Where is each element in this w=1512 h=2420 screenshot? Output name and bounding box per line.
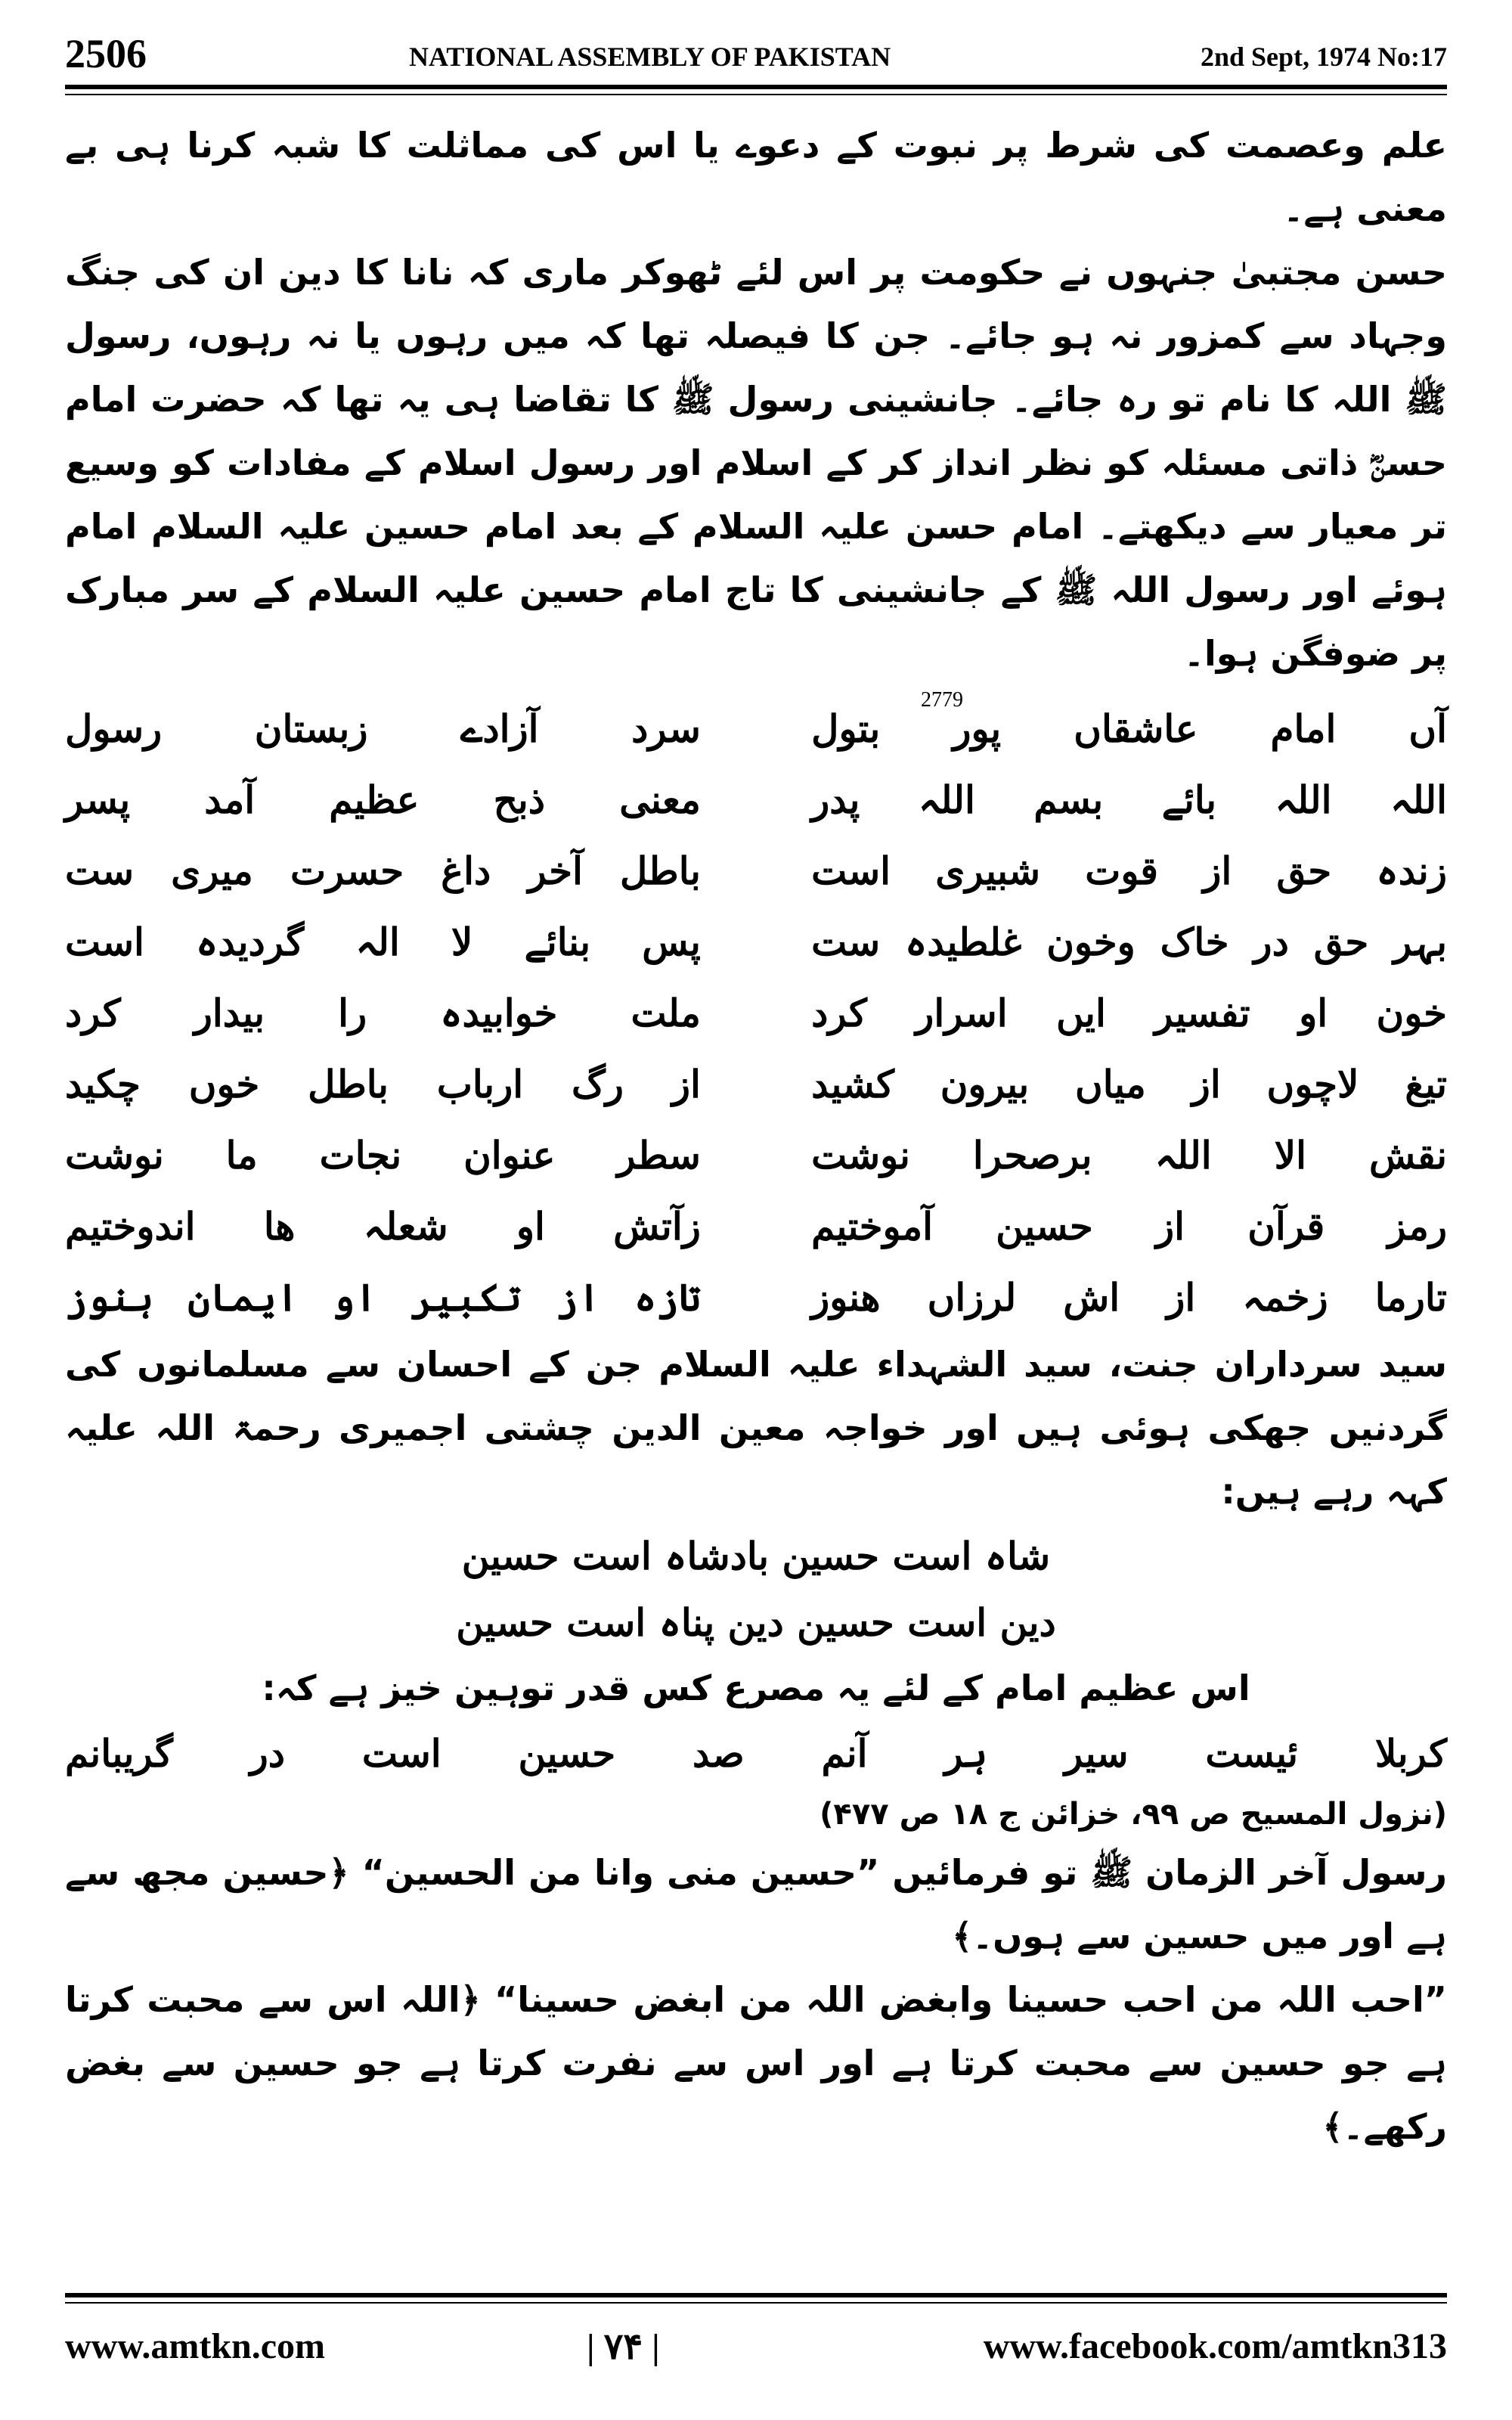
verse-row <box>65 1119 1447 1190</box>
page-header <box>65 30 1447 83</box>
website-link[interactable]: www.amtkn.com <box>65 2326 325 2366</box>
verse-first-hemistich: آں امام عاشقاں پور بتول <box>811 706 1447 751</box>
hadith-block <box>65 1841 1447 2158</box>
verse-first-hemistich: تیغ لاچوں از میاں بیرون کشید <box>811 1061 1447 1106</box>
footer-rule-thin <box>65 2302 1447 2304</box>
verse-second-hemistich: سطر عنوان نجات ما نوشت <box>65 1132 701 1177</box>
document-title: NATIONAL ASSEMBLY OF PAKISTAN <box>409 42 891 72</box>
page-footer <box>65 2325 1447 2386</box>
verse-second-hemistich: ملت خوابیدہ را بیدار کرد <box>65 990 701 1035</box>
verse-second-hemistich: معنی ذبح عظیم آمد پسر <box>65 777 701 822</box>
verse-first-hemistich: بہر حق در خاک وخون غلطیدہ ست <box>811 919 1447 964</box>
couplet <box>65 1523 1447 1656</box>
header-rule <box>65 85 1447 89</box>
hadith: ”احب اللہ من احب حسینا وابغض اللہ من ابغض حسینا“ ﴿اللہ اس سے محبت کرتا ہے جو حسین سے محبت کرتا ہے اور اس سے نفرت کرتا ہے جو حسین سے بغض رکھے۔﴾ <box>65 1979 1447 2147</box>
paragraph: علم وعصمت کی شرط پر نبوت کے دعوے یا اس کی مماثلت کا شبہ کرنا ہی بے معنی ہے۔ <box>65 125 1447 229</box>
verse-row <box>65 835 1447 906</box>
verse-row <box>65 1190 1447 1261</box>
paragraph: حسن مجتبیٰ جنہوں نے حکومت پر اس لئے ٹھوکر ماری کہ نانا کا دین ان کی جنگ وجہاد سے کمزور نہ ہو جائے۔ جن کا فیصلہ تھا کہ میں رہوں یا نہ رہوں، رسول ﷺ اللہ کا نام تو رہ جائے۔ جانشینی رسول ﷺ کا تقاضا ہی یہ تھا کہ حضرت امام حسنؓ ذاتی مسئلہ کو نظر انداز کر کے اسلام اور رسول اسلام کے مفادات کو وسیع تر معیار سے دیکھتے۔ امام حسن علیہ السلام کے بعد امام حسین علیہ السلام امام ہوئے اور رسول اللہ ﷺ کے جانشینی کا تاج امام حسین علیہ السلام کے سر مبارک پر ضوفگن ہوا۔ <box>65 252 1447 674</box>
prose-block <box>65 1333 1447 1523</box>
verse-second-hemistich: باطل آخر داغ حسرت میری ست <box>65 848 701 893</box>
verse-row <box>65 764 1447 835</box>
citation: (نزول المسیح ص ۹۹، خزائن ج ۱۸ ص ۴۷۷) <box>820 1797 1447 1832</box>
hadith: رسول آخر الزمان ﷺ تو فرمائیں ”حسین منی وانا من الحسین“ ﴿حسین مجھ سے ہے اور میں حسین سے ہوں۔﴾ <box>65 1852 1447 1956</box>
verse-second-hemistich: تازہ از تکبیر او ایمان ہنوز <box>65 1274 701 1320</box>
verse-second-hemistich: زآتش او شعلہ ھا اندوختیم <box>65 1203 701 1249</box>
verse-row <box>65 1048 1447 1119</box>
footer-rule <box>65 2293 1447 2297</box>
verse-first-hemistich: اللہ اللہ بائے بسم اللہ پدر <box>811 777 1447 822</box>
verse-first-hemistich: خون او تفسیر ایں اسرار کرد <box>811 990 1447 1035</box>
footnote-marker: 2779 <box>921 688 963 712</box>
verse-row <box>65 1261 1447 1333</box>
persian-verses <box>65 688 1447 1333</box>
page-number: 2506 <box>65 31 147 76</box>
verse-row <box>65 906 1447 977</box>
couplet-line: دین است حسین دین پناہ است حسین <box>456 1600 1056 1645</box>
quoted-verse: کربلا ئیست سیر ہر آنم صد حسین است در گریبانم <box>65 1731 1447 1776</box>
footer-page-number: | ۷۴ | <box>587 2327 660 2367</box>
couplet-line: شاہ است حسین بادشاہ است حسین <box>461 1534 1051 1578</box>
verse-first-hemistich: رمز قرآن از حسین آموختیم <box>811 1203 1447 1249</box>
prose-block <box>65 113 1447 685</box>
verse-second-hemistich: از رگ ارباب باطل خوں چکید <box>65 1061 701 1106</box>
verse-second-hemistich: سرد آزادے زبستان رسول <box>65 706 701 751</box>
page-content <box>65 113 1447 2158</box>
verse-row <box>65 693 1447 764</box>
verse-first-hemistich: زندہ حق از قوت شبیری است <box>811 848 1447 893</box>
verse-first-hemistich: تارما زخمہ از اش لرزاں ھنوز <box>811 1274 1447 1320</box>
verse-second-hemistich: پس بنائے لا الہ گردیدہ است <box>65 919 701 964</box>
verse-first-hemistich: نقش الا اللہ برصحرا نوشت <box>811 1132 1447 1177</box>
verse-row <box>65 977 1447 1048</box>
session-date: 2nd Sept, 1974 No:17 <box>1200 42 1447 72</box>
paragraph: اس عظیم امام کے لئے یہ مصرع کس قدر توہین خیز ہے کہ: <box>262 1668 1250 1708</box>
header-rule-thin <box>65 94 1447 95</box>
prose-block <box>65 1656 1447 1720</box>
paragraph: سید سرداران جنت، سید الشہداء علیہ السلام جن کے احسان سے مسلمانوں کی گردنیں جھکی ہوئی ہیں اور خواجہ معین الدین چشتی اجمیری رحمۃ اللہ علیہ کہہ رہے ہیں: <box>65 1344 1447 1512</box>
facebook-link[interactable]: www.facebook.com/amtkn313 <box>983 2326 1447 2366</box>
